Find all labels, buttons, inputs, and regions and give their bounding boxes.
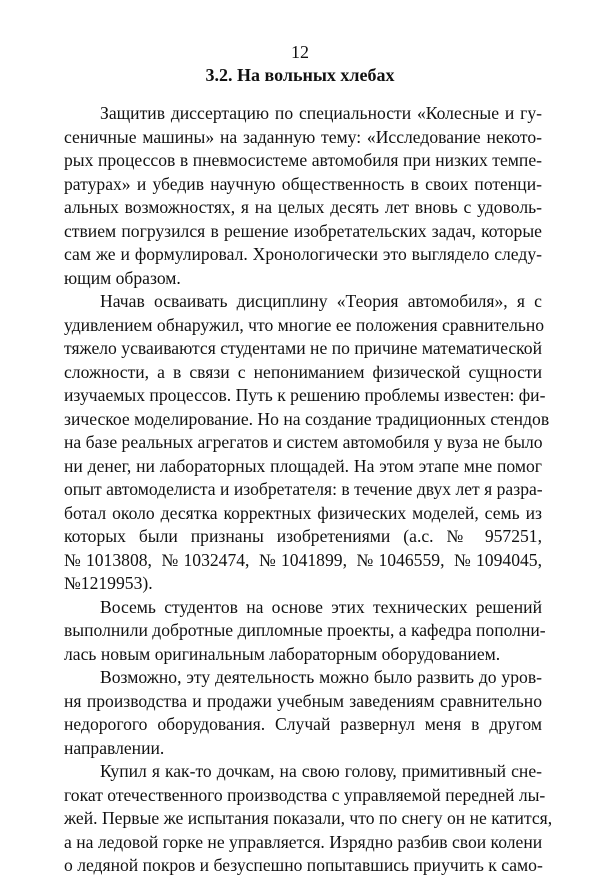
text-line: Возможно, эту деятельность можно было развить до уров-	[100, 667, 542, 687]
text-line: изучаемых процессов. Путь к решению проблемы известен: фи-	[64, 385, 546, 405]
text-line: №1013808, №1032474, №1041899, №1046559, №1094045,	[64, 549, 542, 570]
text-line: Защитив диссертацию по специальности «Колесные и гу-	[100, 103, 542, 123]
text-line: Восемь студентов на основе этих технических решений	[100, 596, 542, 617]
text-line: рых процессов в пневмосистеме автомобиля при низких темпе-	[64, 150, 542, 170]
text-line: лась новым оригинальным лабораторным оборудованием.	[64, 643, 501, 664]
text-line: недорогого оборудования. Случай развернул меня в другом	[64, 714, 542, 734]
text-line: ствием погрузился в решение изобретательских задач, которые	[64, 220, 542, 241]
paragraph	[64, 666, 542, 760]
text-line: жей. Первые же испытания показали, что по снегу он не катится,	[64, 808, 553, 828]
text-line: ющим образом.	[64, 267, 181, 288]
body-text	[64, 102, 553, 878]
text-line: ни денег, ни лабораторных площадей. На этом этапе мне помог	[64, 455, 542, 476]
text-line: ня производства и продажи учебным заведениям сравнительно	[64, 690, 542, 711]
text-line: которых были признаны изобретениями (а.с. № 957251,	[64, 526, 542, 546]
text-line: о ледяной покров и безуспешно попытавшись приучить к само-	[64, 855, 543, 875]
text-line: а на ледовой горке не управляется. Изрядно разбив свои колени	[64, 831, 543, 852]
paragraph	[64, 596, 546, 667]
text-line: Купил я как-то дочкам, на свою голову, примитивный сне-	[100, 761, 542, 781]
page-number: 12	[291, 42, 309, 62]
text-line: №1219953).	[64, 573, 153, 593]
text-line: сам же и формулировал. Хронологически это выглядело следу-	[64, 244, 542, 264]
text-line: на базе реальных агрегатов и систем автомобиля у вуза не было	[64, 432, 543, 452]
text-line: сеничные машины» на заданную тему: «Исследование некото-	[64, 126, 542, 147]
text-line: зическое моделирование. Но на создание традиционных стендов	[64, 408, 550, 429]
text-line: Начав осваивать дисциплину «Теория автомобиля», я с	[100, 291, 542, 311]
text-line: ратурах» и убедив научную общественность в своих потенци-	[64, 173, 542, 194]
paragraph	[64, 102, 542, 290]
text-line: гокат отечественного производства с управляемой передней лы-	[64, 784, 546, 805]
text-line: альных возможностях, я на целых десять лет вновь с удоволь-	[64, 197, 542, 217]
paragraph	[64, 760, 553, 878]
text-line: удивлением обнаружил, что многие ее положения сравнительно	[64, 314, 545, 335]
text-line: ботал около десятка корректных физических моделей, семь из	[64, 502, 542, 523]
text-line: опыт автомоделиста и изобретателя: в течение двух лет я разра-	[64, 479, 543, 499]
section-title: 3.2. На вольных хлебах	[205, 65, 395, 85]
text-line: направлении.	[64, 737, 165, 758]
text-line: сложности, а в связи с непониманием физической сущности	[64, 361, 542, 382]
text-line: тяжело усваиваются студентами не по причине математической	[64, 338, 542, 358]
text-line: выполнили добротные дипломные проекты, а кафедра пополни-	[64, 620, 546, 640]
paragraph	[64, 290, 550, 596]
